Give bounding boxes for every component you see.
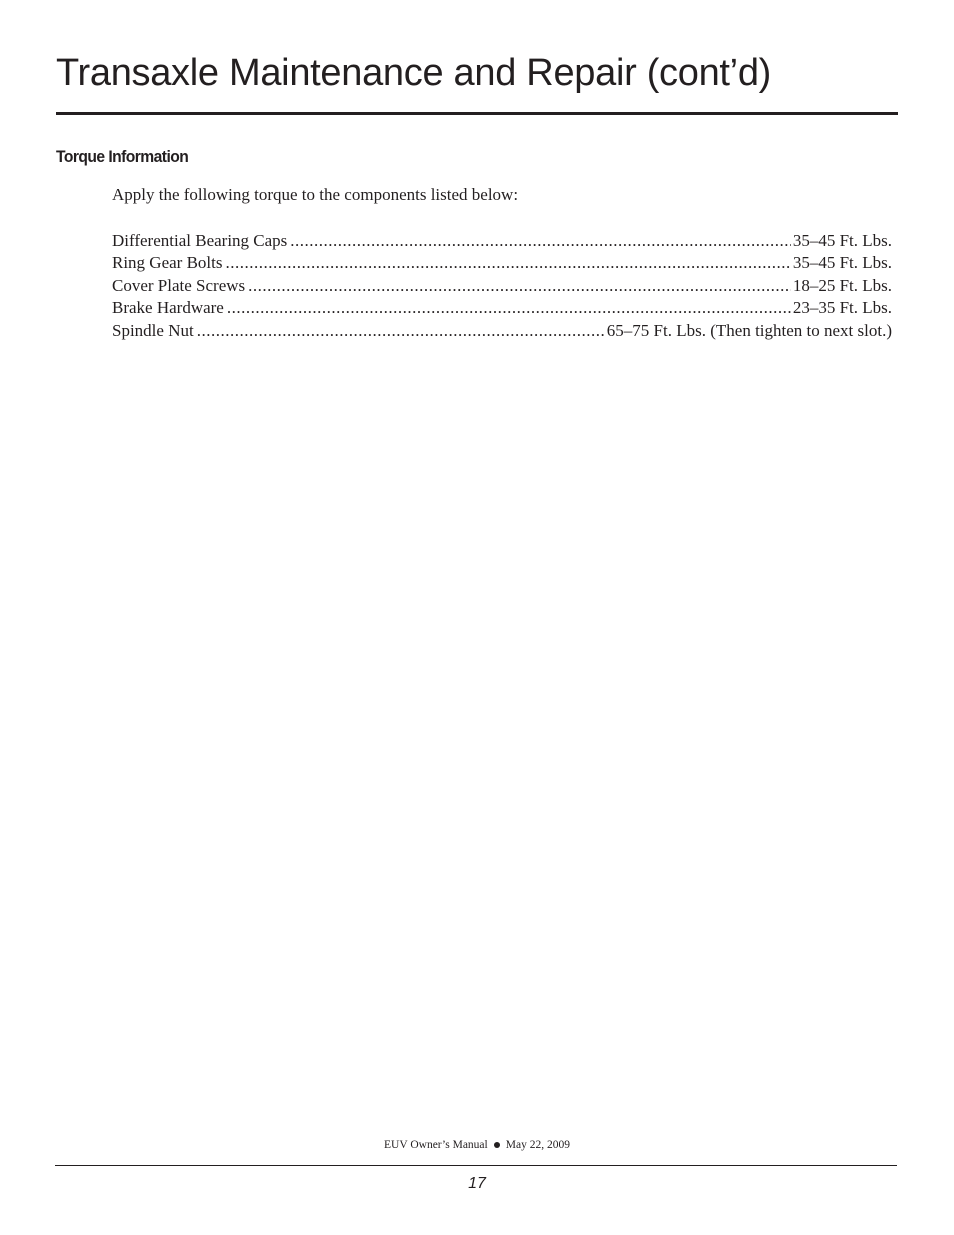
torque-item-value: 65–75 Ft. Lbs. (Then tighten to next slot.): [606, 320, 892, 340]
intro-text: Apply the following torque to the components listed below:: [112, 185, 519, 204]
page-title: Transaxle Maintenance and Repair (cont’d): [56, 52, 772, 94]
dot-leader: [290, 230, 791, 252]
dot-leader: [226, 252, 791, 274]
torque-item-label: Cover Plate Screws: [112, 275, 246, 295]
torque-item: [112, 230, 892, 252]
torque-item: [112, 320, 892, 342]
dot-leader: [248, 275, 791, 297]
torque-item-label: Brake Hardware: [112, 298, 224, 318]
torque-item-label: Spindle Nut: [112, 320, 194, 340]
torque-item: [112, 275, 892, 297]
torque-item-label: Ring Gear Bolts: [112, 253, 223, 273]
torque-item-value: 35–45 Ft. Lbs.: [792, 231, 892, 250]
footer-manual-title: EUV Owner’s Manual: [384, 1139, 488, 1151]
title-divider: [56, 112, 898, 115]
footer-divider: [55, 1165, 897, 1166]
torque-item-value: 35–45 Ft. Lbs.: [792, 253, 892, 273]
section-heading: Torque Information: [56, 147, 189, 166]
torque-item: [112, 297, 892, 319]
bullet-icon: [494, 1142, 500, 1148]
footer-info: [0, 1137, 954, 1153]
torque-item-value: 23–35 Ft. Lbs.: [792, 298, 892, 318]
torque-item: [112, 252, 892, 274]
dot-leader: [227, 297, 791, 319]
page-number: 17: [468, 1175, 486, 1192]
torque-list: [112, 230, 892, 342]
footer-date: May 22, 2009: [505, 1139, 570, 1151]
dot-leader: [197, 320, 605, 342]
torque-item-label: Differential Bearing Caps: [112, 231, 288, 250]
torque-item-value: 18–25 Ft. Lbs.: [792, 275, 892, 295]
